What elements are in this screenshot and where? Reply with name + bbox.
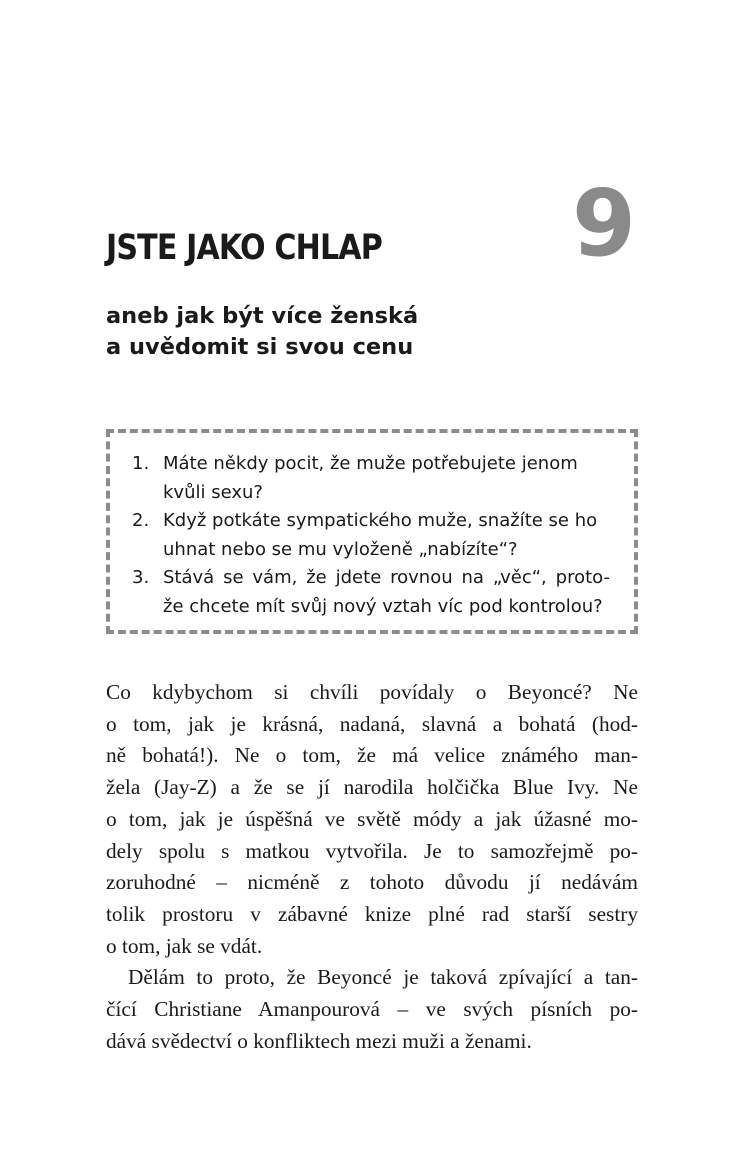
paragraph	[106, 962, 638, 1057]
chapter-number: 9	[571, 170, 636, 277]
body-line: dává svědectví o konfliktech mezi muži a ženami.	[106, 1028, 532, 1053]
quiz-item-line: Když potkáte sympatického muže, snažíte se ho	[163, 510, 598, 531]
body-line: o tom, jak je úspěšná ve světě módy a jak úžasné mo-	[106, 806, 638, 831]
quiz-item-line: že chcete mít svůj nový vztah víc pod kontrolou?	[163, 595, 603, 617]
quiz-item	[132, 450, 610, 507]
body-line: Dělám to proto, že Beyoncé je taková zpívající a tan-	[128, 965, 638, 990]
quiz-item-number: 1.	[132, 453, 150, 474]
chapter-title: JSTE JAKO CHLAP	[106, 228, 382, 268]
body-line: zoruhodné – nicméně z tohoto důvodu jí nedávám	[106, 870, 638, 895]
body-line: čící Christiane Amanpourová – ve svých písních po-	[106, 997, 638, 1022]
body-line: o tom, jak je krásná, nadaná, slavná a bohatá (hod-	[106, 711, 638, 736]
body-line: o tom, jak se vdát.	[106, 933, 263, 958]
quiz-item-line: kvůli sexu?	[163, 481, 263, 503]
body-line: ně bohatá!). Ne o tom, že má velice známého man-	[106, 743, 638, 768]
quiz-item	[132, 564, 610, 621]
subtitle-line: a uvědomit si svou cenu	[106, 334, 414, 360]
quiz-list	[132, 450, 610, 621]
body-line: tolik prostoru v zábavné knize plné rad starší sestry	[106, 901, 638, 926]
body-line: Co kdybychom si chvíli povídaly o Beyoncé? Ne	[106, 680, 638, 704]
body-line: žela (Jay-Z) a že se jí narodila holčička Blue Ivy. Ne	[106, 775, 638, 800]
quiz-item-line: Máte někdy pocit, že muže potřebujete jenom	[163, 453, 578, 474]
quiz-item-line: uhnat nebo se mu vyloženě „nabízíte“?	[163, 538, 518, 560]
paragraph	[106, 677, 638, 962]
quiz-item-number: 2.	[132, 510, 150, 531]
quiz-item-line: Stává se vám, že jdete rovnou na „věc“, proto-	[163, 567, 610, 588]
body-text	[106, 677, 638, 1057]
quiz-item	[132, 507, 610, 564]
subtitle-line: aneb jak být více ženská	[106, 303, 419, 329]
quiz-item-number: 3.	[132, 567, 150, 588]
body-line: dely spolu s matkou vytvořila. Je to samozřejmě po-	[106, 838, 638, 863]
chapter-subtitle	[106, 301, 418, 363]
quiz-box	[106, 429, 638, 634]
